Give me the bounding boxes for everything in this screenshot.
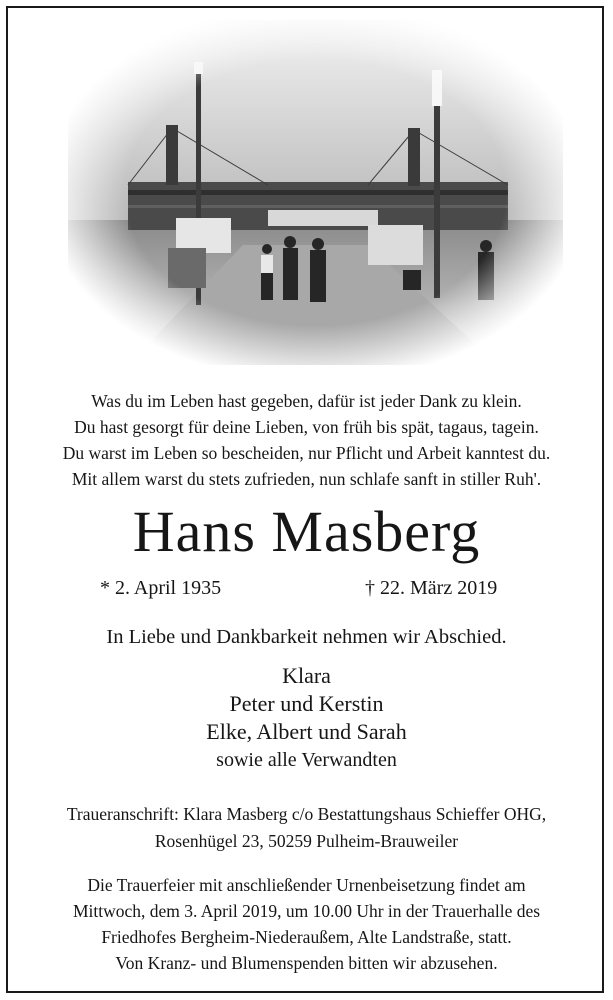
mourner-name: Klara <box>282 663 331 688</box>
poem-line: Was du im Leben hast gegeben, dafür ist jeder Dank zu klein. <box>91 391 522 411</box>
service-line: Von Kranz- und Blumenspenden bitten wir abzusehen. <box>115 953 498 973</box>
poem-line: Du hast gesorgt für deine Lieben, von früh bis spät, tagaus, tagein. <box>74 417 539 437</box>
mourner-name: Elke, Albert und Sarah <box>206 719 407 744</box>
poem <box>0 388 613 492</box>
death-date: † 22. März 2019 <box>365 577 498 599</box>
mourners <box>0 662 613 774</box>
address-line: Rosenhügel 23, 50259 Pulheim-Brauweiler <box>154 831 459 851</box>
service-line: Friedhofes Bergheim-Niederaußem, Alte Landstraße, statt. <box>101 927 512 947</box>
deceased-name: Hans Masberg <box>132 499 481 564</box>
poem-line: Mit allem warst du stets zufrieden, nun schlafe sanft in stiller Ruh'. <box>71 469 542 489</box>
mourning-address <box>0 801 613 855</box>
address-line: Traueranschrift: Klara Masberg c/o Bestattungshaus Schieffer OHG, <box>66 804 547 824</box>
service-line: Die Trauerfeier mit anschließender Urnenbeisetzung findet am <box>87 875 526 895</box>
service-line: Mittwoch, dem 3. April 2019, um 10.00 Uhr in der Trauerhalle des <box>72 901 541 921</box>
poem-line: Du warst im Leben so bescheiden, nur Pflicht und Arbeit kanntest du. <box>62 443 551 463</box>
funeral-service-info <box>0 872 613 976</box>
mourner-name: Peter und Kerstin <box>229 691 384 716</box>
stadium-photo <box>68 20 563 365</box>
farewell-text: In Liebe und Dankbarkeit nehmen wir Abschied. <box>106 626 507 648</box>
relatives-line: sowie alle Verwandten <box>216 749 397 771</box>
birth-date: * 2. April 1935 <box>100 577 222 599</box>
